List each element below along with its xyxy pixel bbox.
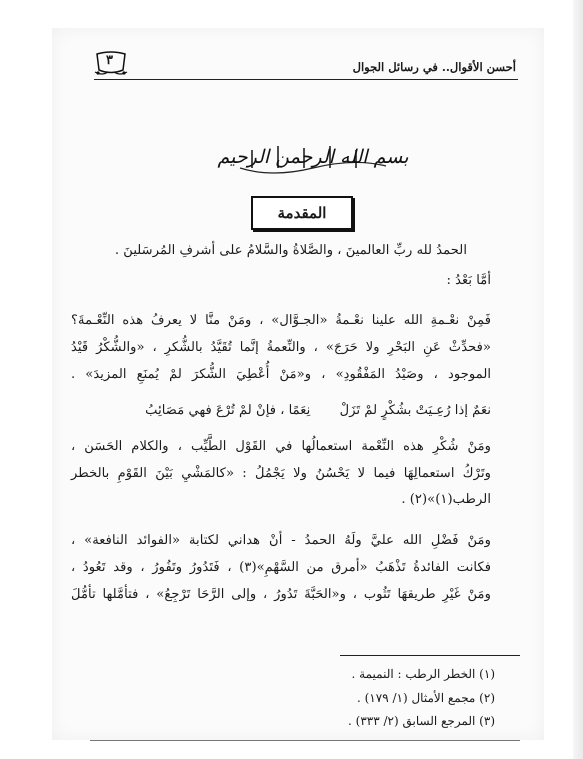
footnote: (٣) المرجع السابق (٢/ ٣٣٣) . <box>348 714 495 728</box>
body-line: فكانت الفائدةُ تَذْهَبُ «أمرق من السَّهْمِ»(٣) ، فَتَدُورُ وتَفُورُ ، وقد تَعُودُ ، <box>71 560 492 575</box>
body-line: الرطب(١)»(٢) . <box>401 492 491 507</box>
body-line: الحمدُ لله ربِّ العالمينَ ، والصَّلاةُ والسَّلامُ على أشرفِ المُرسَلينَ . <box>114 243 467 258</box>
footnote: (٢) مجمع الأمثال (١/ ١٧٩) . <box>356 691 495 705</box>
header-rule <box>94 79 518 80</box>
body-line: ومَنْ غَيْرِ طريقهَا تَثُوب ، و«الحَبَّةَ تَدُورُ ، وإلى الرَّحَا تَرْجِعُ» ، فتأمَّلها تأمُّلَ <box>71 587 491 602</box>
basmala-text: بسم الله الرحمن الرحيم <box>217 146 409 168</box>
page-header <box>94 48 524 80</box>
basmala-calligraphy <box>217 138 409 182</box>
body-line: ومَنْ فَضْلِ الله عليَّ ولَهُ الحمدُ - أنْ هداني لكتابة «الفوائد النافعة» ، <box>71 533 491 548</box>
scan-edge <box>573 0 583 759</box>
body-line: فَمِنْ نعْـمةِ الله علينا نعْـمةُ «الجـوَّال» ، ومَنْ منَّا لا يعرفُ هذه النِّعْـمةَ؟ <box>71 313 491 328</box>
body-line: ومَنْ شُكْرِ هذه النِّعْمة استعمالُها في القَوْل الطَّيِّب ، والكلام الحَسَن ، <box>71 439 491 454</box>
running-title: أحسن الأقوال.. في رسائل الجوال <box>352 60 516 74</box>
page-number-ornament <box>94 50 128 76</box>
footnote: (١) الخطر الرطب : النميمة . <box>351 667 495 681</box>
body-line: «فحدِّثْ عَنِ البَحْرِ ولا حَرَجَ» ، والنِّعمةُ إنَّما تُقَيَّدُ بالشُّكرِ ، «والشُّكْرُ قَيْدُ <box>71 340 491 355</box>
book-page <box>52 28 544 740</box>
page-number: ٣ <box>106 53 113 68</box>
section-title-box <box>251 196 353 230</box>
body-line: وتَرْكُ استعمالِهَا فيما لا يَحْسُنُ ولا يَجْمُلُ : «كالمَشْيِ بَيْنَ القَوْمِ بالخطر <box>71 466 491 481</box>
body-line: الموجود ، وصَيْدُ المَفْقُودِ» ، و«مَنْ أُعْطِيَ الشُّكرَ لمْ يُمنَعِ المزيدَ» . <box>71 367 491 382</box>
section-title: المقدمة <box>277 204 327 222</box>
body-line: أمَّا بَعْدُ : <box>446 273 491 288</box>
poetry-verse: نعَمٌ إذا رُعِـيَتْ بشُكْرٍ لمْ تَزَلْ نِعَمًا ، فإنْ لمْ تُرْعَ فهي مَصَائِبُ <box>145 403 491 418</box>
bottom-rule <box>90 740 520 741</box>
footnote-separator <box>340 655 520 656</box>
